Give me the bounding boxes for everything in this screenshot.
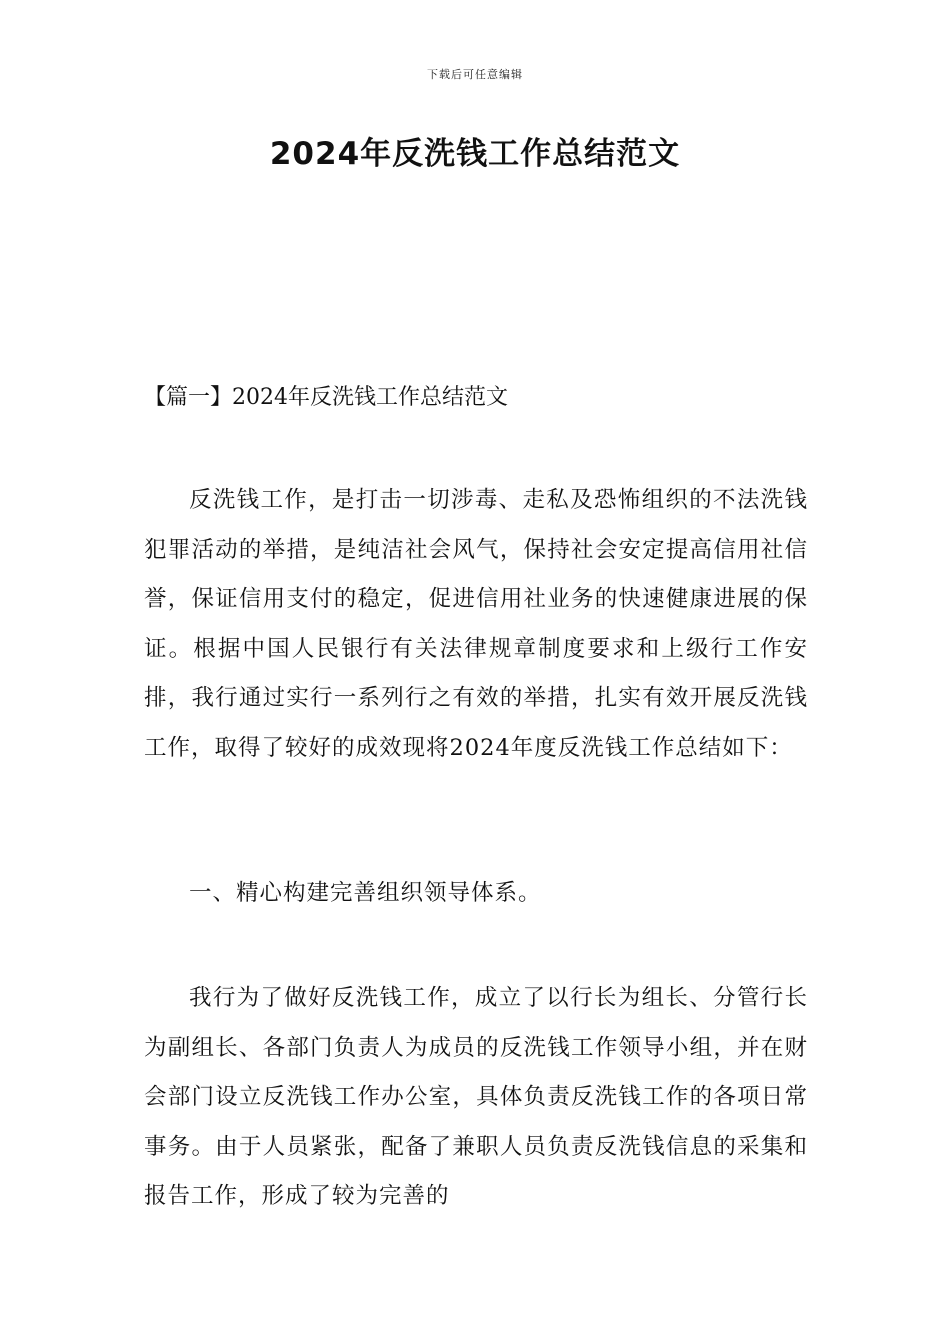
sub-heading-1: 一、精心构建完善组织领导体系。 bbox=[189, 880, 542, 906]
body-paragraph-2: 我行为了做好反洗钱工作，成立了以行长为组长、分管行长为副组长、各部门负责人为成员的反洗钱工作领导小组，并在财会部门设立反洗钱工作办公室，具体负责反洗钱工作的各项日常事务。由于人员紧张，配备了兼职人员负责反洗钱信息的采集和报告工作，形成了较为完善的 bbox=[144, 985, 808, 1210]
document-title: 2024年反洗钱工作总结范文 bbox=[269, 136, 681, 172]
page-header-note: 下载后可任意编辑 bbox=[427, 68, 523, 81]
section-heading: 【篇一】2024年反洗钱工作总结范文 bbox=[144, 385, 508, 410]
body-paragraph-1: 反洗钱工作，是打击一切涉毒、走私及恐怖组织的不法洗钱犯罪活动的举措，是纯洁社会风气，保持社会安定提高信用社信誉，保证信用支付的稳定，促进信用社业务的快速健康进展的保证。根据中国人民银行有关法律规章制度要求和上级行工作安排，我行通过实行一系列行之有效的举措，扎实有效开展反洗钱工作，取得了较好的成效现将2024年度反洗钱工作总结如下： bbox=[144, 487, 808, 761]
